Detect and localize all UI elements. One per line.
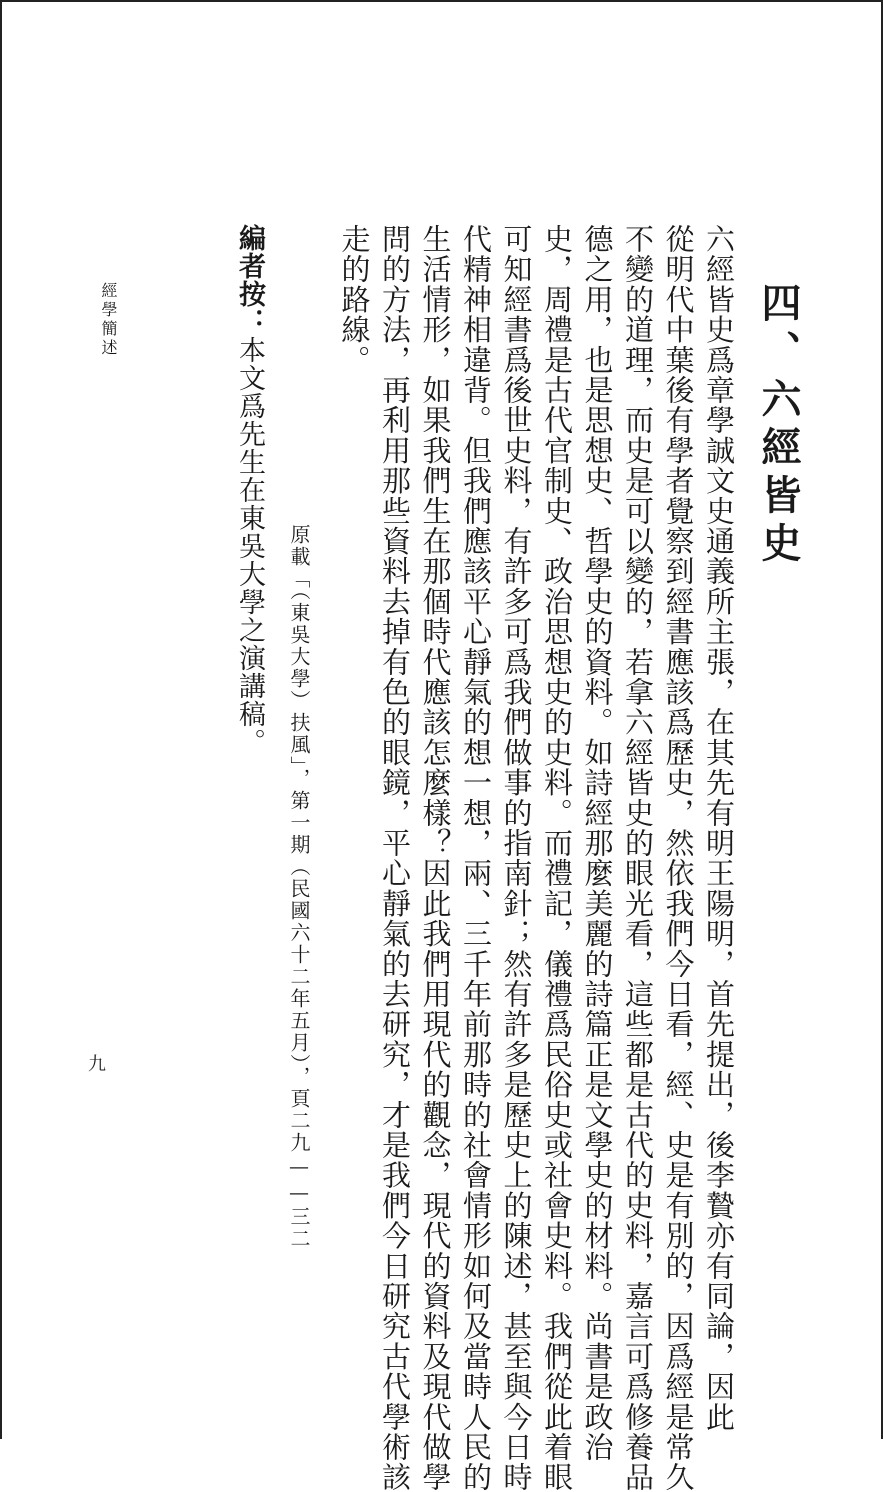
body-line: 生活情形，如果我們生在那個時代應該怎麼樣？因此我們用現代的觀念，現代的資料及現代做學 (418, 224, 453, 1492)
source-note: 原載「（東吳大學）扶風」，第一期（民國六十二年五月），頁二九——三二 (287, 524, 311, 1250)
body-line: 代精神相違背。但我們應該平心靜氣的想一想，兩、三千年前那時的社會情形如何及當時人民的 (459, 224, 493, 1492)
editor-note-label: 編者按： (234, 224, 265, 336)
body-line: 德之用，也是思想史、哲學史的資料。如詩經那麼美麗的詩篇正是文學史的材料。尚書是政治 (580, 224, 615, 1463)
page-border-top (0, 0, 883, 2)
body-line: 史，周禮是古代官制史、政治思想史的史料。而禮記，儀禮爲民俗史或社會史料。我們從此着眼 (540, 224, 574, 1492)
editor-note (230, 224, 269, 756)
body-line: 六經皆史爲章學誠文史通義所主張，在其先有明王陽明，首先提出，後李贄亦有同論，因此 (702, 224, 736, 1432)
running-head: 經學簡述 (99, 282, 118, 358)
editor-note-text: 本文爲先生在東吳大學之演講稿。 (234, 336, 265, 756)
section-title: 四、六經皆史 (755, 282, 802, 570)
page-number: 九 (88, 1054, 106, 1075)
body-line: 問的方法，再利用那些資料去掉有色的眼鏡，平心靜氣的去研究，才是我們今日研究古代學術該 (378, 224, 412, 1492)
body-line: 從明代中葉後有學者覺察到經書應該爲歷史，然依我們今日看，經、史是有別的，因爲經是常久 (661, 224, 696, 1492)
body-line: 不變的道理，而史是可以變的，若拿六經皆史的眼光看，這些都是古代的史料，嘉言可爲修養品 (621, 224, 655, 1492)
body-line: 走的路線。 (337, 224, 372, 375)
body-line: 可知經書爲後世史料，有許多可爲我們做事的指南針；然有許多是歷史上的陳述，甚至與今日時 (499, 224, 534, 1492)
page-border-left (0, 0, 2, 1439)
